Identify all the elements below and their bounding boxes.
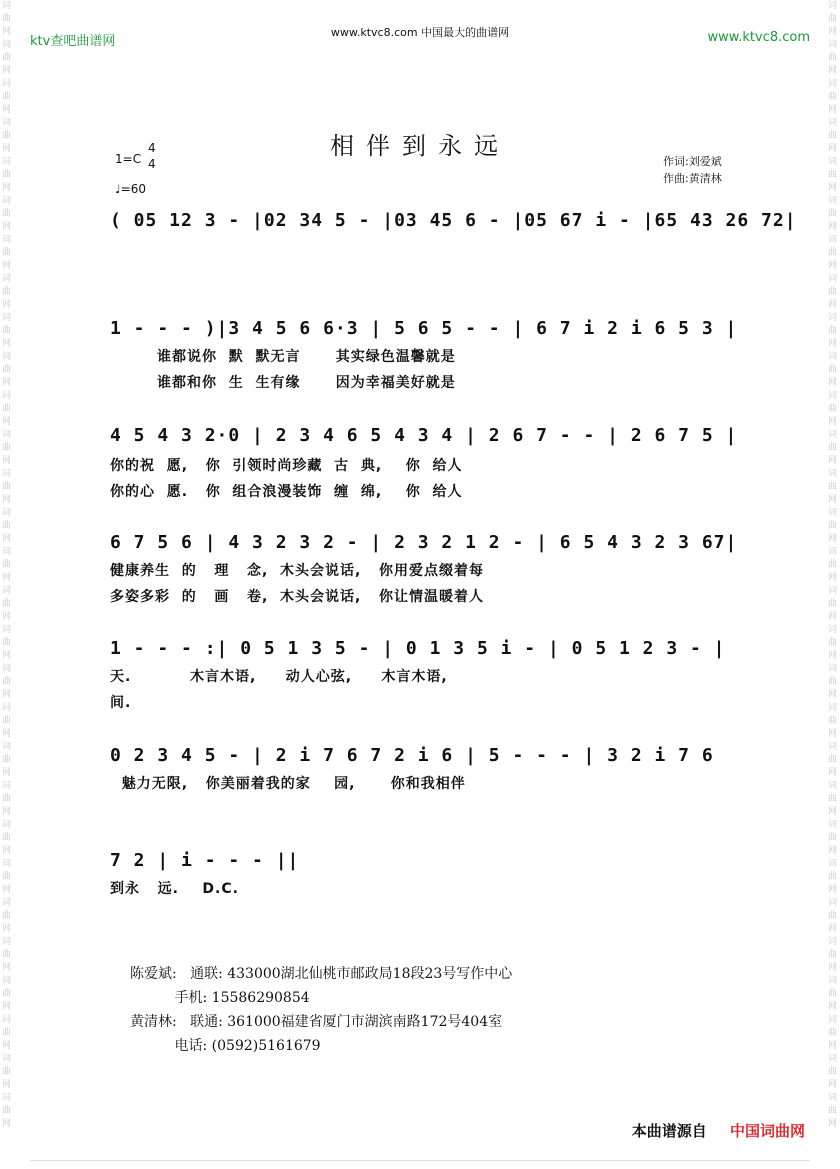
tempo-marking: ♩=60	[115, 182, 146, 196]
notation-row: ( 05 12 3 - |02 34 5 - |03 45 6 - |05 67 i - |65 43 26 72|	[110, 210, 797, 231]
lyric-verse-1: 健康养生 的 理 念, 木头会说话, 你用爱点缀着每	[110, 563, 484, 579]
lyric-verse-2: 多姿多彩 的 画 卷, 木头会说话, 你让情温暖着人	[110, 589, 484, 605]
site-name-left[interactable]: ktv查吧曲谱网	[30, 34, 116, 49]
watermark-right: 词曲网词曲网词曲网词曲网词曲网词曲网词曲网词曲网词曲网词曲网词曲网词曲网词曲网词曲网词曲网词曲网词曲网词曲网词曲网词曲网词曲网词曲网词曲网词曲网词曲网词曲网词曲网词曲网词曲网	[828, 1, 838, 1129]
contact-row: 电话: (0592)5161679	[130, 1038, 321, 1054]
notation-row: 0 2 3 4 5 - | 2 i 7 6 7 2 i 6 | 5 - - - | 3 2 i 7 6	[110, 745, 714, 766]
lyric-verse-1: 谁都说你 默 默无言 其实绿色温馨就是	[110, 349, 456, 365]
song-title: 相伴到永远	[330, 132, 510, 160]
notation-row: 1 - - - )|3 4 5 6 6·3 | 5 6 5 - - | 6 7 i 2 i 6 5 3 |	[110, 318, 738, 339]
notation-row: 7 2 | i - - - ||	[110, 850, 300, 871]
lyric-verse-1: 你的祝 愿, 你 引领时尚珍藏 古 典, 你 给人	[110, 458, 463, 474]
composer-credit: 作曲:黄清林	[663, 172, 722, 185]
contact-row: 陈爱斌: 通联: 433000湖北仙桃市邮政局18段23号写作中心	[130, 966, 513, 982]
lyric-verse-1: 魅力无限, 你美丽着我的家 园, 你和我相伴	[110, 776, 466, 792]
footer-divider	[30, 1160, 810, 1161]
source-footer	[632, 1120, 805, 1141]
notation-row: 6 7 5 6 | 4 3 2 3 2 - | 2 3 2 1 2 - | 6 5 4 3 2 3 67|	[110, 532, 738, 553]
time-bottom: 4	[148, 157, 156, 171]
notation-row: 1 - - - :| 0 5 1 3 5 - | 0 1 3 5 i - | 0 5 1 2 3 - |	[110, 638, 726, 659]
notation-row: 4 5 4 3 2·0 | 2 3 4 6 5 4 3 4 | 2 6 7 - - | 2 6 7 5 |	[110, 425, 738, 446]
lyric-verse-1: 天. 木言木语, 动人心弦, 木言木语,	[110, 669, 448, 685]
lyric-verse-2: 谁都和你 生 生有缘 因为幸福美好就是	[110, 375, 456, 391]
site-slogan: www.ktvc8.com 中国最大的曲谱网	[330, 26, 510, 39]
lyric-verse-2: 你的心 愿. 你 组合浪漫装饰 缠 绵, 你 给人	[110, 484, 463, 500]
time-signature	[148, 140, 156, 172]
lyric-verse-2: 间.	[110, 695, 132, 711]
site-url-right[interactable]: www.ktvc8.com	[707, 30, 810, 45]
lyricist-credit: 作词:刘爱斌	[663, 155, 722, 168]
source-site-link[interactable]: 中国词曲网	[729, 1122, 805, 1140]
key-signature: 1=C	[115, 152, 142, 166]
time-top: 4	[148, 141, 156, 155]
source-label: 本曲谱源自	[631, 1122, 707, 1140]
contact-row: 黄清林: 联通: 361000福建省厦门市湖滨南路172号404室	[130, 1014, 503, 1030]
lyric-verse-1: 到永 远. D.C.	[110, 881, 239, 897]
contact-row: 手机: 15586290854	[130, 990, 310, 1006]
contact-info	[130, 962, 512, 1058]
watermark-left: 词曲网词曲网词曲网词曲网词曲网词曲网词曲网词曲网词曲网词曲网词曲网词曲网词曲网词曲网词曲网词曲网词曲网词曲网词曲网词曲网词曲网词曲网词曲网词曲网词曲网词曲网词曲网词曲网词曲网	[2, 1, 12, 1129]
